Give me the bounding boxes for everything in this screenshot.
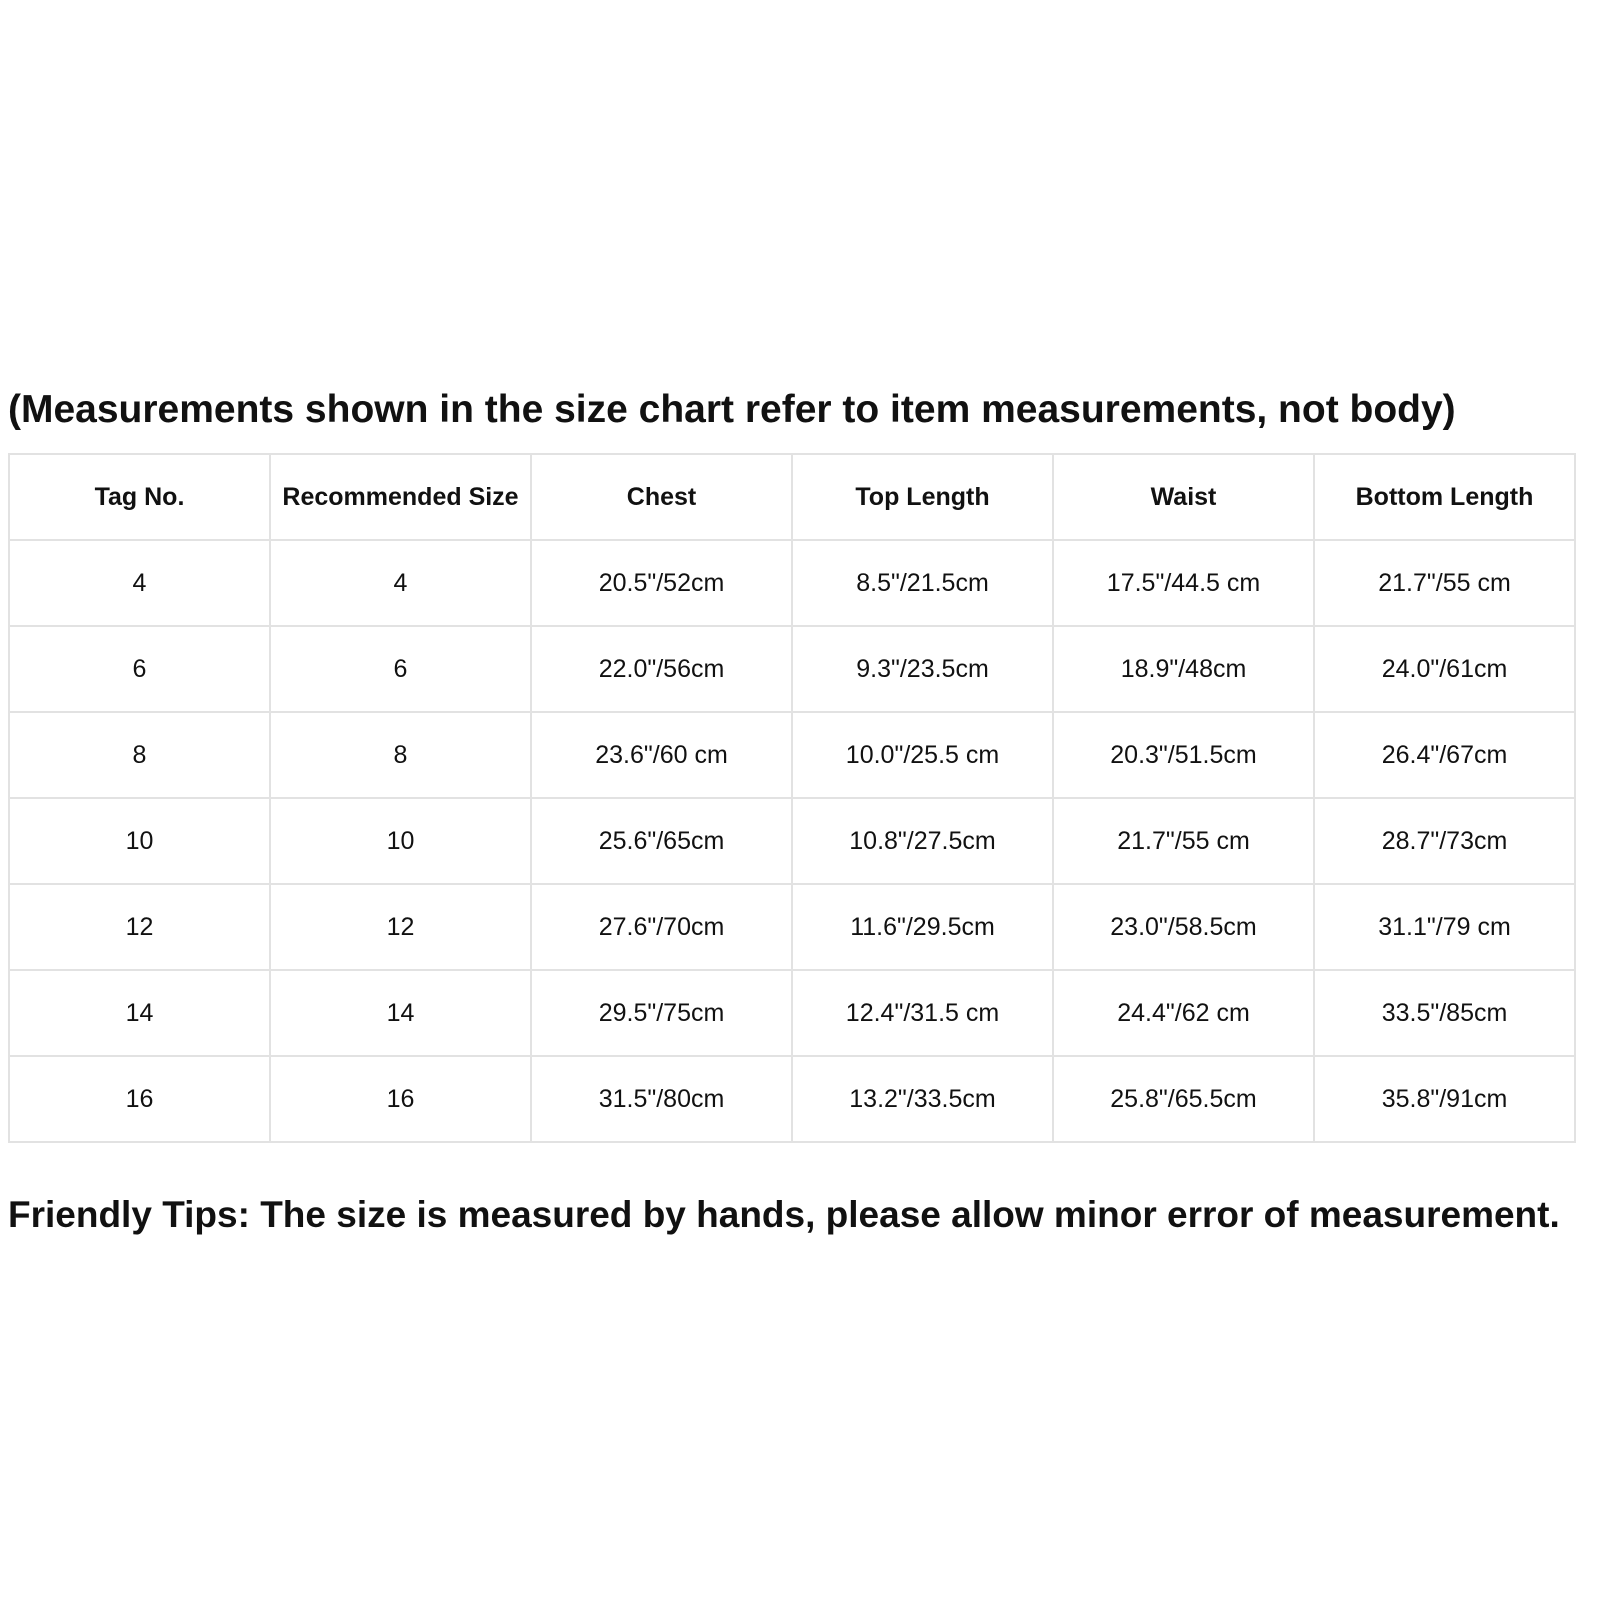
header-tag-no: Tag No. [9,454,270,540]
cell-waist: 18.9"/48cm [1053,626,1314,712]
cell-tag-no: 10 [9,798,270,884]
cell-tag-no: 14 [9,970,270,1056]
cell-chest: 31.5"/80cm [531,1056,792,1142]
cell-waist: 20.3"/51.5cm [1053,712,1314,798]
cell-waist: 24.4"/62 cm [1053,970,1314,1056]
cell-top-length: 9.3"/23.5cm [792,626,1053,712]
cell-waist: 21.7"/55 cm [1053,798,1314,884]
table-body [9,540,1575,1142]
cell-bottom-length: 31.1"/79 cm [1314,884,1575,970]
cell-chest: 29.5"/75cm [531,970,792,1056]
size-chart-table [8,453,1576,1143]
table-row [9,970,1575,1056]
cell-bottom-length: 33.5"/85cm [1314,970,1575,1056]
cell-tag-no: 6 [9,626,270,712]
cell-recommended-size: 12 [270,884,531,970]
cell-top-length: 11.6"/29.5cm [792,884,1053,970]
header-row [9,454,1575,540]
cell-bottom-length: 21.7"/55 cm [1314,540,1575,626]
cell-chest: 27.6"/70cm [531,884,792,970]
cell-bottom-length: 26.4"/67cm [1314,712,1575,798]
cell-top-length: 13.2"/33.5cm [792,1056,1053,1142]
cell-recommended-size: 6 [270,626,531,712]
cell-tag-no: 8 [9,712,270,798]
cell-recommended-size: 10 [270,798,531,884]
table-row [9,884,1575,970]
header-recommended-size: Recommended Size [270,454,531,540]
cell-bottom-length: 28.7"/73cm [1314,798,1575,884]
cell-chest: 25.6"/65cm [531,798,792,884]
table-row [9,712,1575,798]
table-row [9,798,1575,884]
cell-top-length: 8.5"/21.5cm [792,540,1053,626]
cell-waist: 17.5"/44.5 cm [1053,540,1314,626]
cell-chest: 22.0"/56cm [531,626,792,712]
cell-tag-no: 4 [9,540,270,626]
table-header [9,454,1575,540]
header-top-length: Top Length [792,454,1053,540]
header-bottom-length: Bottom Length [1314,454,1575,540]
header-chest: Chest [531,454,792,540]
size-chart-heading: (Measurements shown in the size chart refer to item measurements, not body) [8,388,1456,431]
table-row [9,1056,1575,1142]
cell-waist: 23.0"/58.5cm [1053,884,1314,970]
cell-top-length: 10.0"/25.5 cm [792,712,1053,798]
friendly-tips: Friendly Tips: The size is measured by hands, please allow minor error of measurement. [8,1194,1560,1235]
cell-recommended-size: 8 [270,712,531,798]
cell-recommended-size: 14 [270,970,531,1056]
cell-top-length: 12.4"/31.5 cm [792,970,1053,1056]
table-row [9,540,1575,626]
cell-recommended-size: 16 [270,1056,531,1142]
table-row [9,626,1575,712]
cell-bottom-length: 24.0"/61cm [1314,626,1575,712]
cell-tag-no: 16 [9,1056,270,1142]
cell-chest: 20.5"/52cm [531,540,792,626]
cell-bottom-length: 35.8"/91cm [1314,1056,1575,1142]
cell-waist: 25.8"/65.5cm [1053,1056,1314,1142]
cell-chest: 23.6"/60 cm [531,712,792,798]
cell-top-length: 10.8"/27.5cm [792,798,1053,884]
cell-tag-no: 12 [9,884,270,970]
header-waist: Waist [1053,454,1314,540]
cell-recommended-size: 4 [270,540,531,626]
